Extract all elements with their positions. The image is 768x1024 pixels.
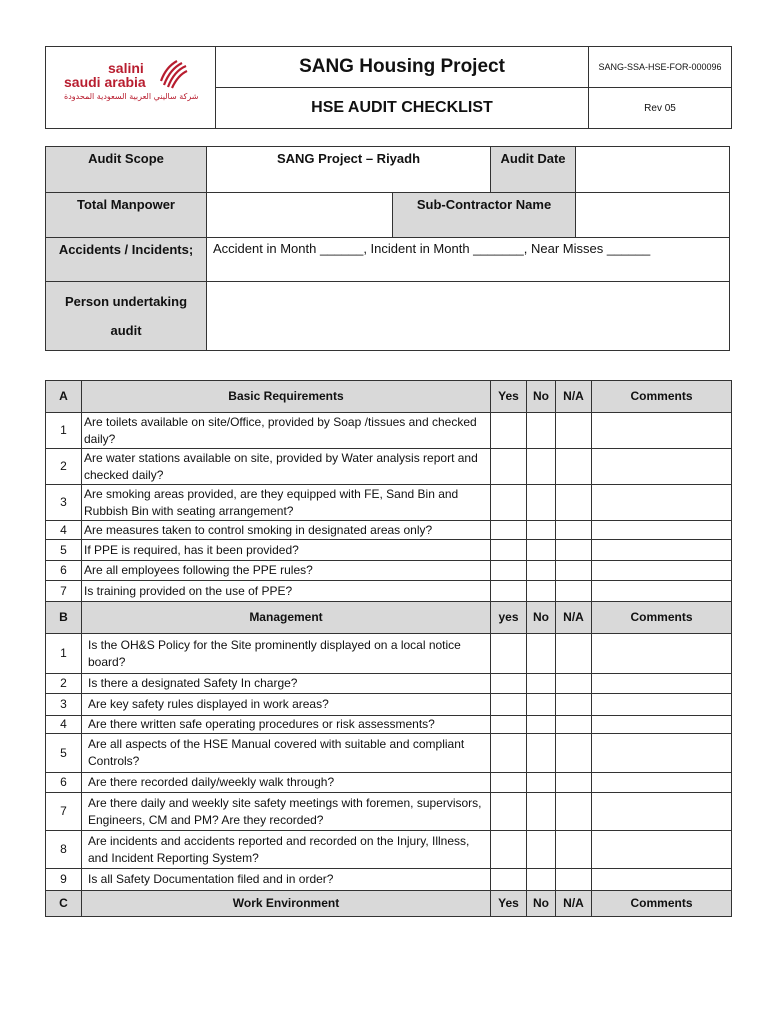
question-text: Are toilets available on site/Office, provided by Soap /tissues and checked daily? <box>82 413 491 449</box>
section-letter: B <box>46 602 82 634</box>
yes-checkbox-cell[interactable] <box>491 674 527 694</box>
table-row <box>46 694 732 716</box>
comments-field[interactable] <box>592 793 732 831</box>
item-number: 5 <box>46 734 82 773</box>
person-undertaking-label <box>46 282 207 351</box>
document-code: SANG-SSA-HSE-FOR-000096 <box>589 47 732 88</box>
no-checkbox-cell[interactable] <box>527 485 556 521</box>
accidents-field[interactable]: Accident in Month ______, Incident in Month _______, Near Misses ______ <box>207 238 730 282</box>
yes-checkbox-cell[interactable] <box>491 581 527 602</box>
section-header-row <box>46 381 732 413</box>
comments-column-header: Comments <box>592 891 732 917</box>
table-row <box>46 449 732 485</box>
na-checkbox-cell[interactable] <box>556 694 592 716</box>
table-row <box>46 793 732 831</box>
na-checkbox-cell[interactable] <box>556 413 592 449</box>
subcontractor-field[interactable] <box>576 193 730 238</box>
comments-field[interactable] <box>592 540 732 561</box>
question-text: Are smoking areas provided, are they equipped with FE, Sand Bin and Rubbish Bin with seating arrangement? <box>82 485 491 521</box>
document-header <box>45 46 732 129</box>
na-checkbox-cell[interactable] <box>556 734 592 773</box>
item-number: 4 <box>46 716 82 734</box>
no-checkbox-cell[interactable] <box>527 734 556 773</box>
no-checkbox-cell[interactable] <box>527 793 556 831</box>
question-text: Are there recorded daily/weekly walk through? <box>82 773 491 793</box>
total-manpower-label: Total Manpower <box>46 193 207 238</box>
table-row <box>46 716 732 734</box>
na-checkbox-cell[interactable] <box>556 521 592 540</box>
question-text: Are key safety rules displayed in work areas? <box>82 694 491 716</box>
yes-checkbox-cell[interactable] <box>491 773 527 793</box>
logo-cell <box>46 47 216 129</box>
item-number: 3 <box>46 694 82 716</box>
yes-checkbox-cell[interactable] <box>491 521 527 540</box>
yes-checkbox-cell[interactable] <box>491 634 527 674</box>
question-text: Is all Safety Documentation filed and in order? <box>82 869 491 891</box>
question-text: Are all aspects of the HSE Manual covered with suitable and compliant Controls? <box>82 734 491 773</box>
table-row <box>46 869 732 891</box>
question-text: Are there written safe operating procedures or risk assessments? <box>82 716 491 734</box>
item-number: 7 <box>46 581 82 602</box>
total-manpower-field[interactable] <box>207 193 393 238</box>
no-column-header: No <box>527 891 556 917</box>
na-checkbox-cell[interactable] <box>556 674 592 694</box>
na-checkbox-cell[interactable] <box>556 561 592 581</box>
audit-scope-label: Audit Scope <box>46 147 207 193</box>
table-row <box>46 634 732 674</box>
company-logo <box>64 61 198 102</box>
na-checkbox-cell[interactable] <box>556 869 592 891</box>
table-row <box>46 413 732 449</box>
logo-arabic-text: شركة ساليني العربية السعودية المحدودة <box>64 92 199 101</box>
yes-checkbox-cell[interactable] <box>491 413 527 449</box>
comments-field[interactable] <box>592 413 732 449</box>
comments-column-header: Comments <box>592 602 732 634</box>
na-checkbox-cell[interactable] <box>556 485 592 521</box>
yes-checkbox-cell[interactable] <box>491 869 527 891</box>
yes-checkbox-cell[interactable] <box>491 485 527 521</box>
comments-field[interactable] <box>592 449 732 485</box>
na-column-header: N/A <box>556 602 592 634</box>
question-text: Are all employees following the PPE rules? <box>82 561 491 581</box>
item-number: 1 <box>46 413 82 449</box>
section-header-row <box>46 602 732 634</box>
no-checkbox-cell[interactable] <box>527 521 556 540</box>
table-row <box>46 485 732 521</box>
comments-column-header: Comments <box>592 381 732 413</box>
no-checkbox-cell[interactable] <box>527 674 556 694</box>
na-checkbox-cell[interactable] <box>556 634 592 674</box>
comments-field[interactable] <box>592 485 732 521</box>
yes-checkbox-cell[interactable] <box>491 561 527 581</box>
item-number: 3 <box>46 485 82 521</box>
logo-text-line1: salini <box>108 60 144 76</box>
section-letter: C <box>46 891 82 917</box>
table-row <box>46 831 732 869</box>
logo-text-line2: saudi arabia <box>64 74 146 90</box>
comments-field[interactable] <box>592 773 732 793</box>
question-text: Is the OH&S Policy for the Site prominently displayed on a local notice board? <box>82 634 491 674</box>
item-number: 8 <box>46 831 82 869</box>
item-number: 2 <box>46 449 82 485</box>
yes-column-header: Yes <box>491 891 527 917</box>
section-letter: A <box>46 381 82 413</box>
no-checkbox-cell[interactable] <box>527 869 556 891</box>
subcontractor-label: Sub-Contractor Name <box>393 193 576 238</box>
item-number: 6 <box>46 561 82 581</box>
na-checkbox-cell[interactable] <box>556 449 592 485</box>
comments-field[interactable] <box>592 734 732 773</box>
yes-column-header: yes <box>491 602 527 634</box>
item-number: 2 <box>46 674 82 694</box>
table-row <box>46 773 732 793</box>
item-number: 9 <box>46 869 82 891</box>
question-text: Are water stations available on site, provided by Water analysis report and checked daily? <box>82 449 491 485</box>
na-column-header: N/A <box>556 381 592 413</box>
item-number: 5 <box>46 540 82 561</box>
audit-date-label: Audit Date <box>491 147 576 193</box>
item-number: 6 <box>46 773 82 793</box>
yes-checkbox-cell[interactable] <box>491 540 527 561</box>
comments-field[interactable] <box>592 869 732 891</box>
comments-field[interactable] <box>592 581 732 602</box>
no-checkbox-cell[interactable] <box>527 716 556 734</box>
question-text: Are measures taken to control smoking in designated areas only? <box>82 521 491 540</box>
comments-field[interactable] <box>592 674 732 694</box>
no-checkbox-cell[interactable] <box>527 831 556 869</box>
na-checkbox-cell[interactable] <box>556 716 592 734</box>
person-label-line2: audit <box>110 323 142 338</box>
no-checkbox-cell[interactable] <box>527 694 556 716</box>
table-row <box>46 540 732 561</box>
section-title: Basic Requirements <box>82 381 491 413</box>
comments-field[interactable] <box>592 831 732 869</box>
no-checkbox-cell[interactable] <box>527 413 556 449</box>
comments-field[interactable] <box>592 634 732 674</box>
section-title: Management <box>82 602 491 634</box>
table-row <box>46 674 732 694</box>
question-text: Is there a designated Safety In charge? <box>82 674 491 694</box>
yes-checkbox-cell[interactable] <box>491 793 527 831</box>
revision-label: Rev 05 <box>589 88 732 129</box>
logo-mark-icon <box>160 59 188 89</box>
checklist-table <box>45 380 732 917</box>
comments-field[interactable] <box>592 694 732 716</box>
na-checkbox-cell[interactable] <box>556 540 592 561</box>
na-checkbox-cell[interactable] <box>556 793 592 831</box>
project-title: SANG Housing Project <box>216 47 589 88</box>
no-checkbox-cell[interactable] <box>527 540 556 561</box>
section-header-row <box>46 891 732 917</box>
comments-field[interactable] <box>592 716 732 734</box>
section-title: Work Environment <box>82 891 491 917</box>
yes-column-header: Yes <box>491 381 527 413</box>
accidents-label: Accidents / Incidents; <box>46 238 207 282</box>
question-text: Is training provided on the use of PPE? <box>82 581 491 602</box>
table-row <box>46 581 732 602</box>
comments-field[interactable] <box>592 561 732 581</box>
question-text: Are incidents and accidents reported and recorded on the Injury, Illness, and Incident Reporting System? <box>82 831 491 869</box>
no-column-header: No <box>527 381 556 413</box>
table-row <box>46 561 732 581</box>
question-text: If PPE is required, has it been provided? <box>82 540 491 561</box>
yes-checkbox-cell[interactable] <box>491 831 527 869</box>
document-title: HSE AUDIT CHECKLIST <box>216 88 589 129</box>
comments-field[interactable] <box>592 521 732 540</box>
na-checkbox-cell[interactable] <box>556 773 592 793</box>
na-checkbox-cell[interactable] <box>556 581 592 602</box>
no-checkbox-cell[interactable] <box>527 634 556 674</box>
yes-checkbox-cell[interactable] <box>491 716 527 734</box>
audit-info-table <box>45 146 730 351</box>
question-text: Are there daily and weekly site safety meetings with foremen, supervisors, Engineers, CM and PM? Are they recorded? <box>82 793 491 831</box>
na-checkbox-cell[interactable] <box>556 831 592 869</box>
item-number: 1 <box>46 634 82 674</box>
person-label-line1: Person undertaking <box>64 294 188 309</box>
yes-checkbox-cell[interactable] <box>491 734 527 773</box>
table-row <box>46 734 732 773</box>
no-checkbox-cell[interactable] <box>527 581 556 602</box>
no-checkbox-cell[interactable] <box>527 561 556 581</box>
no-checkbox-cell[interactable] <box>527 773 556 793</box>
person-undertaking-field[interactable] <box>207 282 730 351</box>
no-column-header: No <box>527 602 556 634</box>
audit-date-field[interactable] <box>576 147 730 193</box>
yes-checkbox-cell[interactable] <box>491 449 527 485</box>
audit-scope-value: SANG Project – Riyadh <box>207 147 491 193</box>
yes-checkbox-cell[interactable] <box>491 694 527 716</box>
no-checkbox-cell[interactable] <box>527 449 556 485</box>
table-row <box>46 521 732 540</box>
item-number: 7 <box>46 793 82 831</box>
na-column-header: N/A <box>556 891 592 917</box>
item-number: 4 <box>46 521 82 540</box>
